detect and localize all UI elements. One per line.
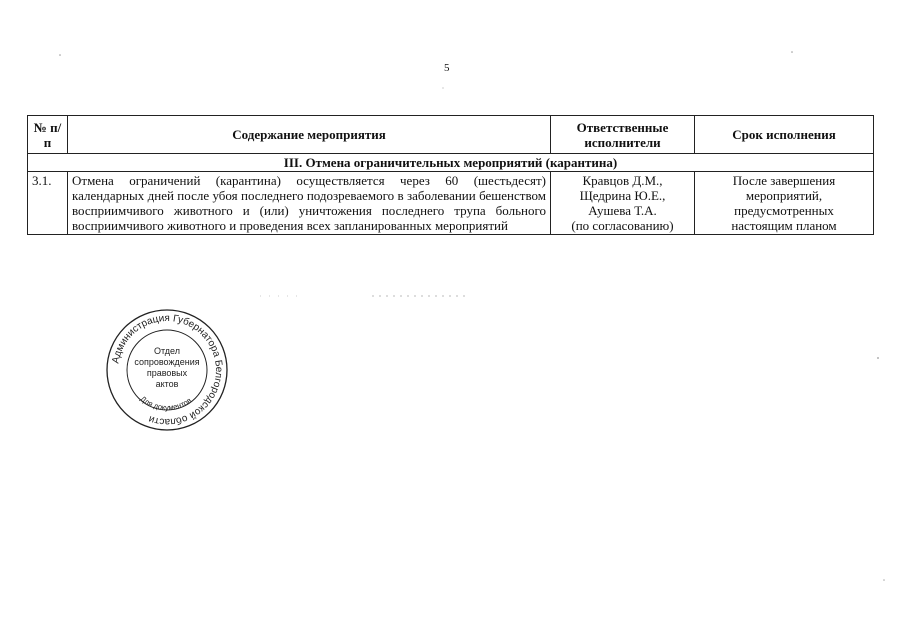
scan-speck <box>442 87 443 88</box>
responsible-line: Кравцов Д.М., <box>582 173 663 188</box>
scan-speck <box>883 579 885 581</box>
term-line: настоящим планом <box>731 218 837 233</box>
term-line: После завершения <box>732 173 836 188</box>
stamp-ring-text: Администрация Губернатора Белгородской области <box>110 312 225 428</box>
header-term: Срок исполнения <box>695 116 874 154</box>
page-number: 5 <box>444 62 450 74</box>
row-content: Отмена ограничений (карантина) осуществляется через 60 (шестьдесят) календарных дней после убоя последнего подозреваемого в заболевании бешенством восприимчивого животного и (или) уничтожения последнего трупа больного восприимчивого животного и проведения всех запланированных мероприятий <box>68 172 551 235</box>
header-responsible: Ответственные исполнители <box>551 116 695 154</box>
term-line: мероприятий, <box>745 188 823 203</box>
stamp-line: правовых <box>146 368 188 378</box>
section-title: III. Отмена ограничительных мероприятий (карантина) <box>28 154 874 172</box>
scan-speck <box>791 51 793 53</box>
header-num: № п/п <box>28 116 68 154</box>
stamp-line: Отдел <box>153 346 181 356</box>
scan-speck <box>59 54 61 56</box>
responsible-line: Щедрина Ю.Е., <box>579 188 666 203</box>
stamp-line: актов <box>155 379 179 389</box>
responsible-line: Аушева Т.А. <box>588 203 657 218</box>
term-line: предусмотренных <box>734 203 834 218</box>
stamp-line: сопровождения <box>134 357 200 367</box>
scan-speck <box>877 357 879 359</box>
responsible-line: (по согласованию) <box>571 218 674 233</box>
header-content: Содержание мероприятия <box>68 116 551 154</box>
stamp-bottom-text: Для документов <box>138 394 194 413</box>
row-num: 3.1. <box>28 172 68 235</box>
